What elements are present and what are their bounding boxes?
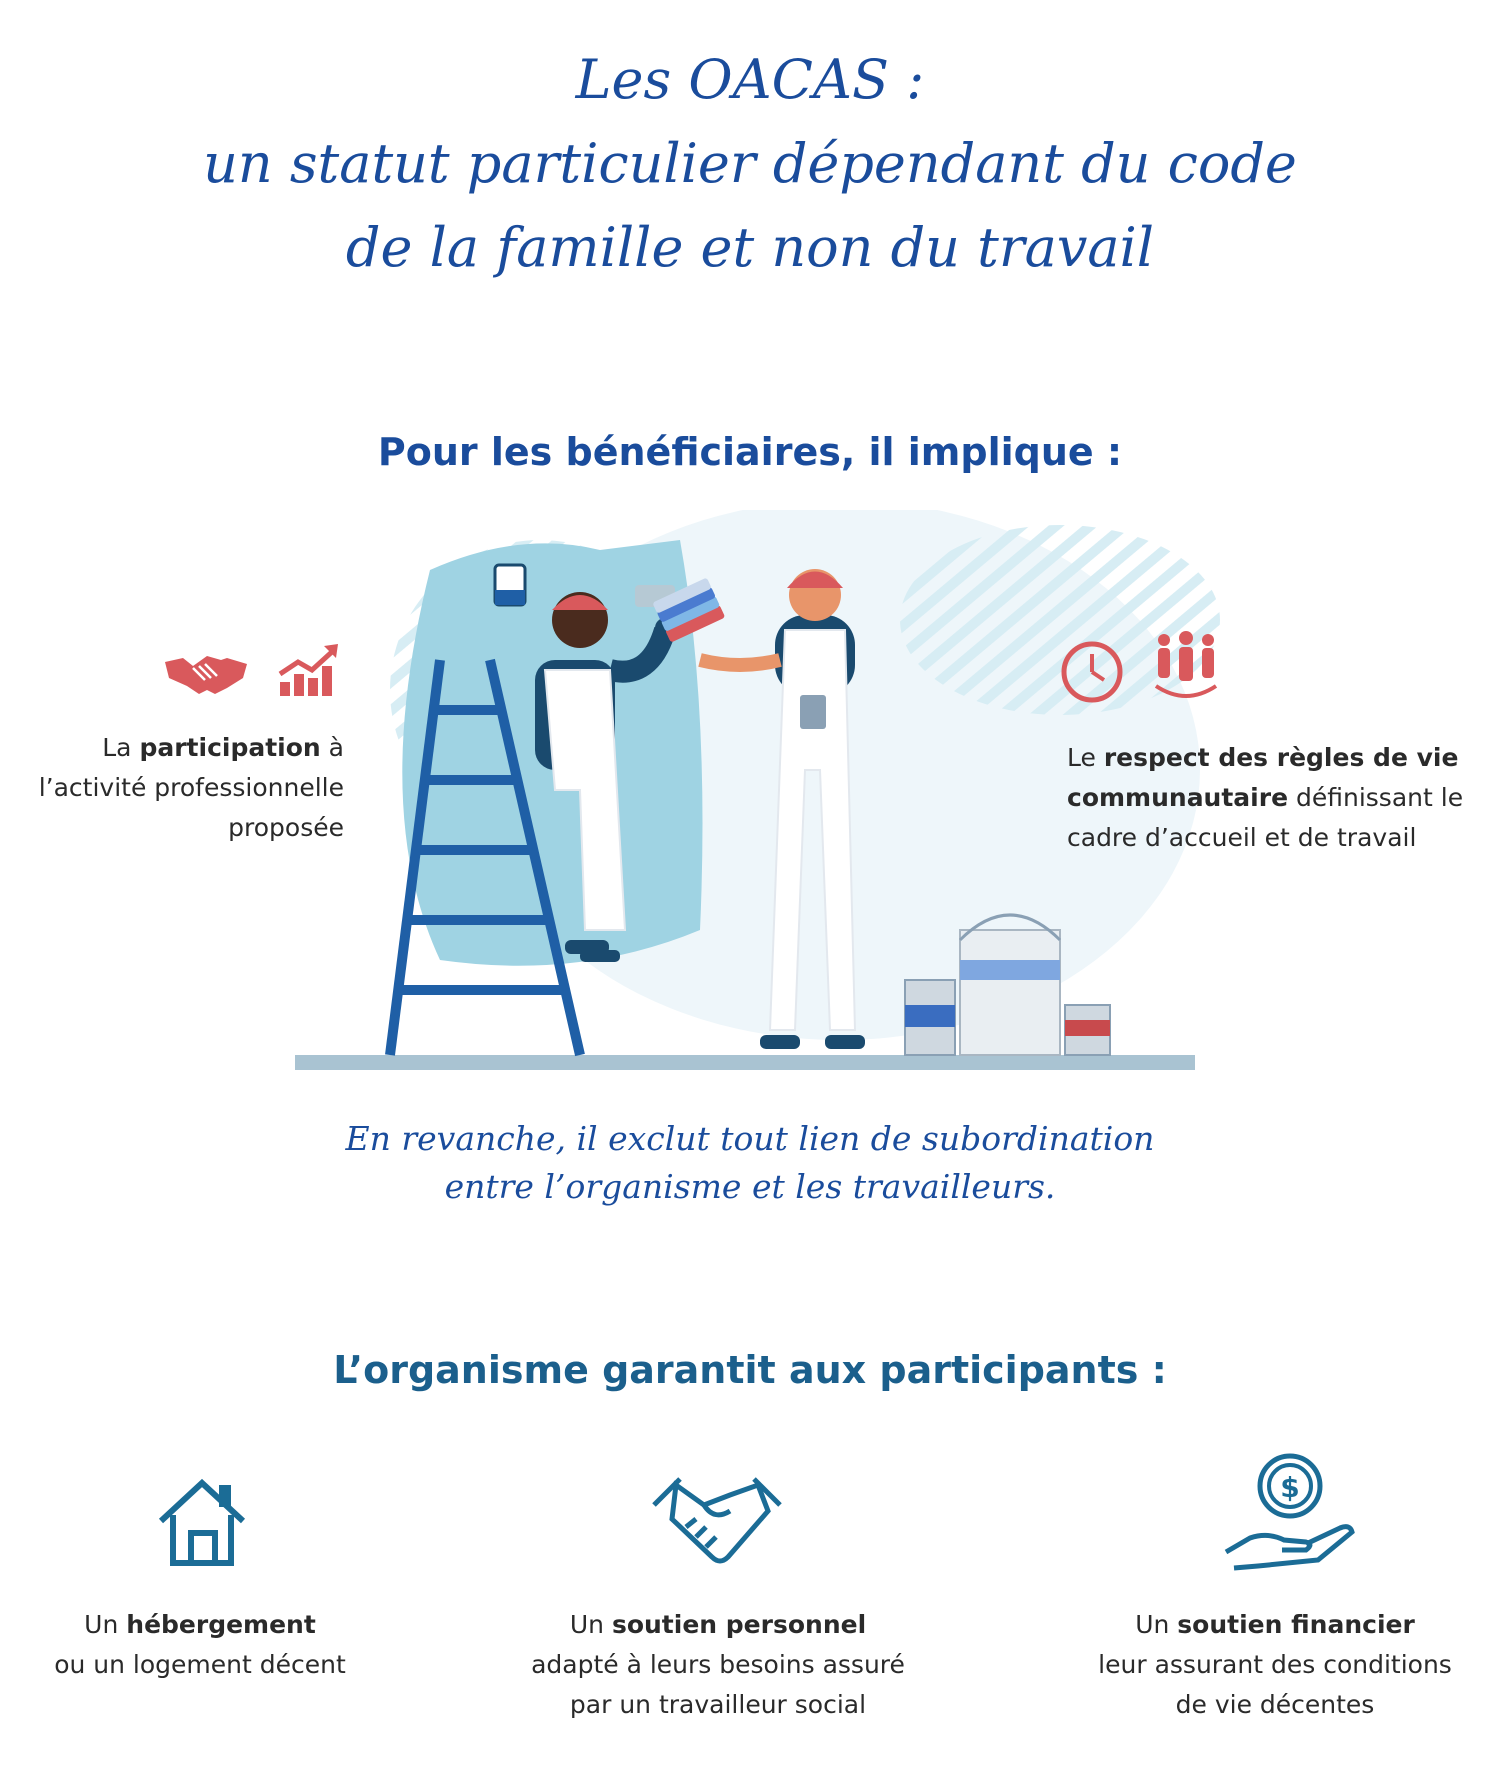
participation-line-1 [0,728,344,768]
personal-pre: Un [569,1610,612,1639]
title-line-1: Les OACAS : [575,48,925,111]
dollar-sign-glyph: $ [1280,1471,1300,1504]
subordination-line-2: entre l’organisme et les travailleurs. [444,1167,1056,1206]
subordination-note [0,1115,1500,1211]
handshake-outline-icon [650,1465,785,1575]
rules-line-1 [1067,738,1500,778]
participation-line-2: l’activité professionnelle [38,773,344,802]
financial-line-3: de vie décentes [1175,1690,1375,1719]
housing-line-2: ou un logement décent [54,1650,346,1679]
participation-pre: La [102,733,140,762]
beneficiaries-heading: Pour les bénéficiaires, il implique : [377,430,1123,474]
rules-pre: Le [1067,743,1104,772]
growth-chart-icon [278,640,344,698]
housing-pre: Un [84,1610,127,1639]
community-group-icon [1150,630,1222,704]
personal-line-1 [508,1605,928,1645]
guarantee-housing [0,1605,410,1685]
subordination-line-1: En revanche, il exclut tout lien de subordination [345,1119,1155,1158]
house-icon [155,1475,250,1570]
rules-line-2 [1067,778,1500,818]
financial-line-2: leur assurant des conditions [1098,1650,1452,1679]
participation-post: à [320,733,344,762]
personal-bold: soutien personnel [611,1610,867,1639]
financial-line-1 [1060,1605,1490,1645]
rules-bold-1: respect des règles de vie [1103,743,1459,772]
rules-bold-2: communautaire [1067,783,1289,812]
rules-line-3: cadre d’accueil et de travail [1067,823,1417,852]
participation-bold: participation [139,733,321,762]
rules-post-2: définissant le [1288,783,1464,812]
housing-line-1 [0,1605,410,1645]
guarantee-personal-support [508,1605,928,1725]
title-line-2: un statut particulier dépendant du code [203,132,1297,195]
page-title [0,38,1500,290]
clock-icon [1060,640,1124,704]
guarantees-heading: L’organisme garantit aux participants : [333,1348,1167,1392]
floor-line [295,1055,1195,1070]
personal-line-3: par un travailleur social [569,1690,867,1719]
participation-line-3: proposée [228,813,344,842]
personal-line-2: adapté à leurs besoins assuré [531,1650,905,1679]
handshake-icon [163,648,249,698]
guarantee-financial-support [1060,1605,1490,1725]
community-rules-description [1067,738,1500,858]
housing-bold: hébergement [126,1610,316,1639]
financial-pre: Un [1135,1610,1178,1639]
title-line-3: de la famille et non du travail [345,216,1155,279]
participation-description [0,728,344,848]
coin-hand-icon [1222,1452,1357,1572]
financial-bold: soutien financier [1177,1610,1415,1639]
